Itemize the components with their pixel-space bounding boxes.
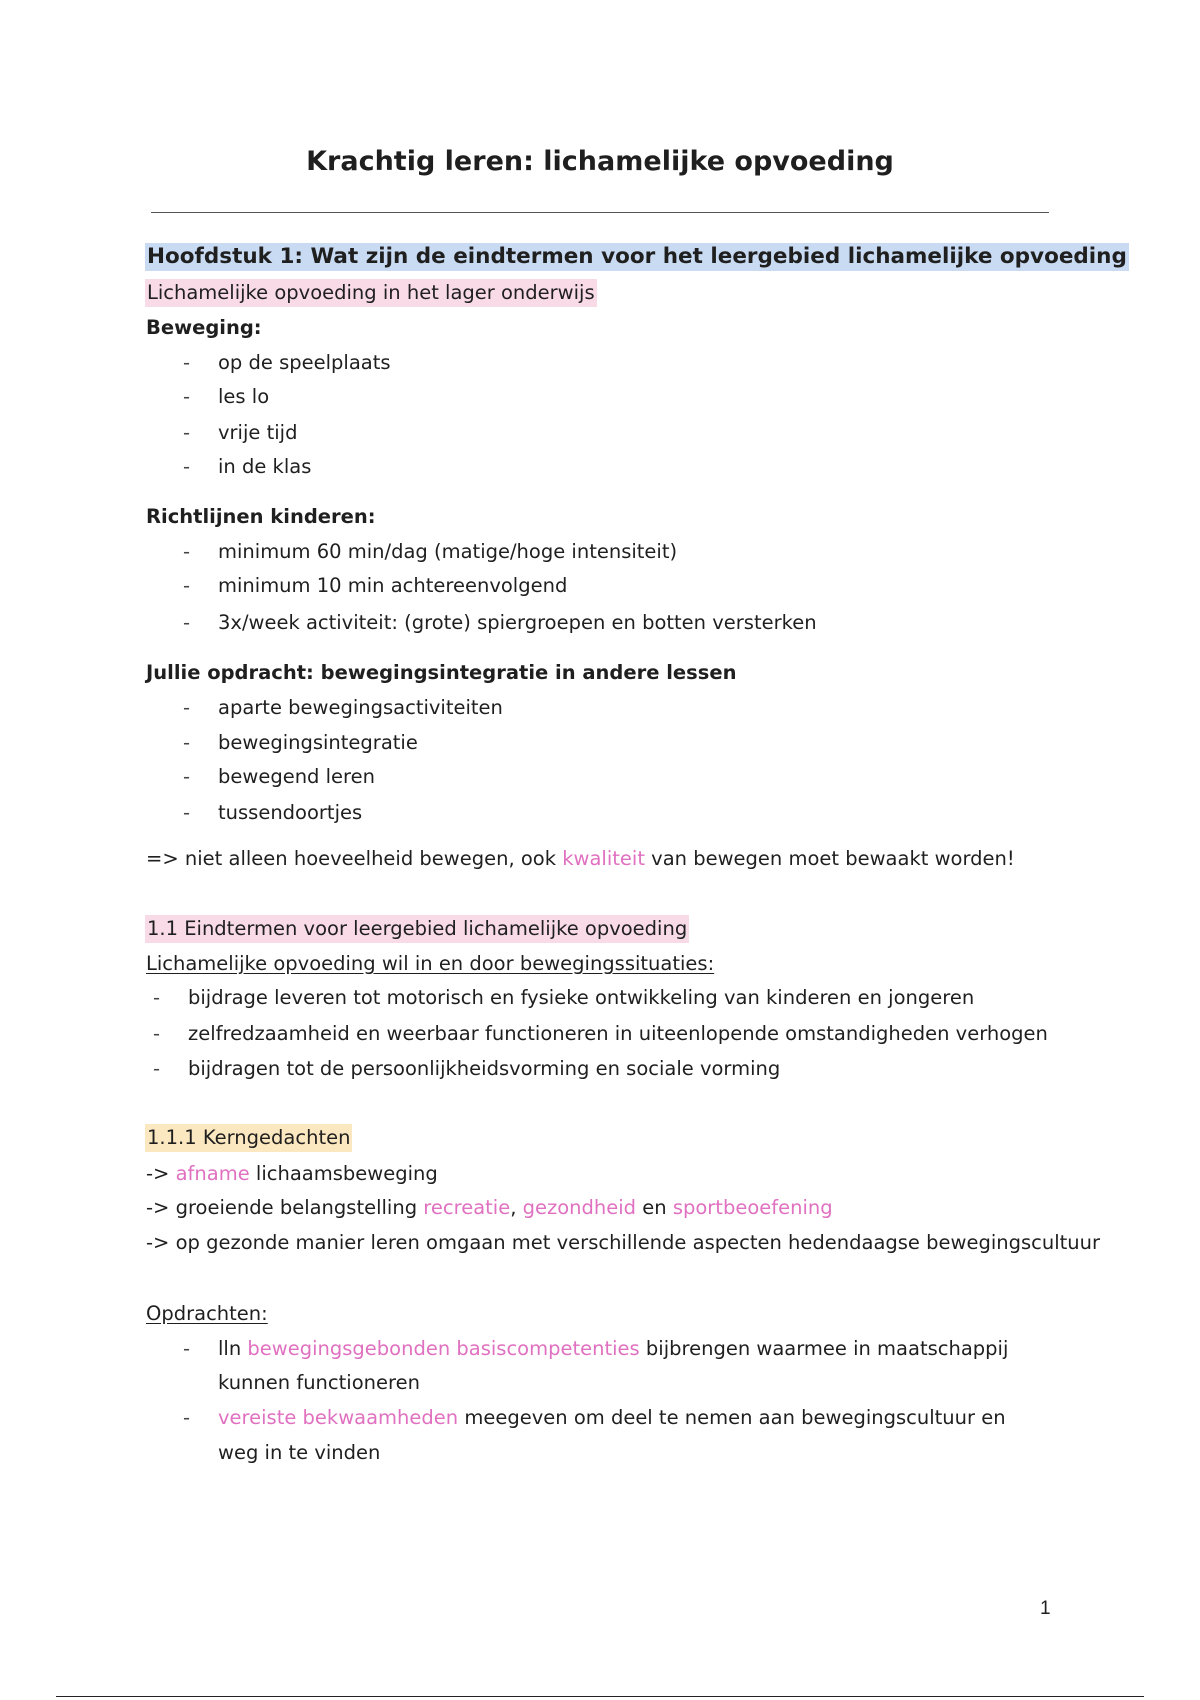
section-intro: Lichamelijke opvoeding wil in en door bewegingssituaties:	[146, 952, 715, 975]
bullet-dash: -	[183, 731, 191, 754]
bullet-dash: -	[153, 1057, 161, 1080]
conclusion-line	[146, 845, 1015, 873]
opdrachten-label: Opdrachten:	[146, 1302, 268, 1325]
line-text: meegeven om deel te nemen aan bewegingscultuur en	[458, 1406, 1006, 1429]
highlighted-term: afname	[175, 1162, 250, 1185]
opdracht-label: Jullie opdracht: bewegingsintegratie in andere lessen	[146, 661, 737, 684]
line-text: lln	[218, 1337, 248, 1360]
highlighted-term: recreatie	[423, 1196, 511, 1219]
list-item: vrije tijd	[218, 421, 298, 444]
page-number: 1	[1040, 1598, 1051, 1619]
list-item: les lo	[218, 385, 270, 408]
list-item: op de speelplaats	[218, 351, 391, 374]
bullet-dash: -	[183, 1337, 191, 1360]
list-item: bijdrage leveren tot motorisch en fysieke ontwikkeling van kinderen en jongeren	[188, 986, 975, 1009]
list-item: in de klas	[218, 455, 312, 478]
list-item: 3x/week activiteit: (grote) spiergroepen en botten versterken	[218, 611, 817, 634]
list-item: aparte bewegingsactiviteiten	[218, 696, 503, 719]
highlighted-term: gezondheid	[522, 1196, 637, 1219]
bullet-dash: -	[183, 801, 191, 824]
bullet-dash: -	[183, 574, 191, 597]
bullet-dash: -	[183, 765, 191, 788]
bullet-dash: -	[183, 455, 191, 478]
line-text: -> groeiende belangstelling	[146, 1196, 424, 1219]
conclusion-text: => niet alleen hoeveelheid bewegen, ook	[146, 847, 563, 870]
chapter-heading: Hoofdstuk 1: Wat zijn de eindtermen voor het leergebied lichamelijke opvoeding	[147, 244, 1127, 269]
subsection-heading: 1.1.1 Kerngedachten	[145, 1124, 352, 1152]
document-title: Krachtig leren: lichamelijke opvoeding	[306, 146, 894, 177]
opdracht-item	[218, 1335, 1008, 1363]
arrow-text: ->	[146, 1162, 176, 1185]
line-text: lichaamsbeweging	[249, 1162, 438, 1185]
section-heading: 1.1 Eindtermen voor leergebied lichamelijke opvoeding	[145, 915, 689, 943]
beweging-label: Beweging:	[146, 316, 262, 339]
list-item: bijdragen tot de persoonlijkheidsvorming en sociale vorming	[188, 1057, 781, 1080]
conclusion-text: van bewegen moet bewaakt worden!	[644, 847, 1015, 870]
kerngedachte-line: -> op gezonde manier leren omgaan met verschillende aspecten hedendaagse bewegingscultuur	[146, 1231, 1101, 1254]
bullet-dash: -	[153, 986, 161, 1009]
kerngedachte-line	[146, 1160, 438, 1188]
highlighted-term: sportbeoefening	[672, 1196, 833, 1219]
separator-text: en	[636, 1196, 673, 1219]
highlighted-term: kwaliteit	[562, 847, 645, 870]
highlighted-term: bewegingsgebonden basiscompetenties	[247, 1337, 640, 1360]
title-divider	[151, 212, 1049, 213]
list-item: minimum 10 min achtereenvolgend	[218, 574, 568, 597]
list-item: tussendoortjes	[218, 801, 363, 824]
separator-text: ,	[510, 1196, 523, 1219]
opdracht-item-continuation: weg in te vinden	[218, 1441, 381, 1464]
opdracht-item-continuation: kunnen functioneren	[218, 1371, 420, 1394]
bullet-dash: -	[153, 1022, 161, 1045]
list-item: minimum 60 min/dag (matige/hoge intensiteit)	[218, 540, 678, 563]
highlighted-term: vereiste bekwaamheden	[218, 1406, 459, 1429]
bullet-dash: -	[183, 540, 191, 563]
bullet-dash: -	[183, 421, 191, 444]
list-item: bewegingsintegratie	[218, 731, 418, 754]
page-bottom-divider	[56, 1696, 1144, 1697]
list-item: zelfredzaamheid en weerbaar functioneren in uiteenlopende omstandigheden verhogen	[188, 1022, 1048, 1045]
chapter-subheading: Lichamelijke opvoeding in het lager onderwijs	[145, 279, 597, 307]
opdracht-item	[218, 1404, 1006, 1432]
bullet-dash: -	[183, 1406, 191, 1429]
list-item: bewegend leren	[218, 765, 375, 788]
bullet-dash: -	[183, 351, 191, 374]
line-text: bijbrengen waarmee in maatschappij	[639, 1337, 1009, 1360]
bullet-dash: -	[183, 611, 191, 634]
kerngedachte-line	[146, 1194, 833, 1222]
bullet-dash: -	[183, 696, 191, 719]
richtlijnen-label: Richtlijnen kinderen:	[146, 505, 376, 528]
bullet-dash: -	[183, 385, 191, 408]
